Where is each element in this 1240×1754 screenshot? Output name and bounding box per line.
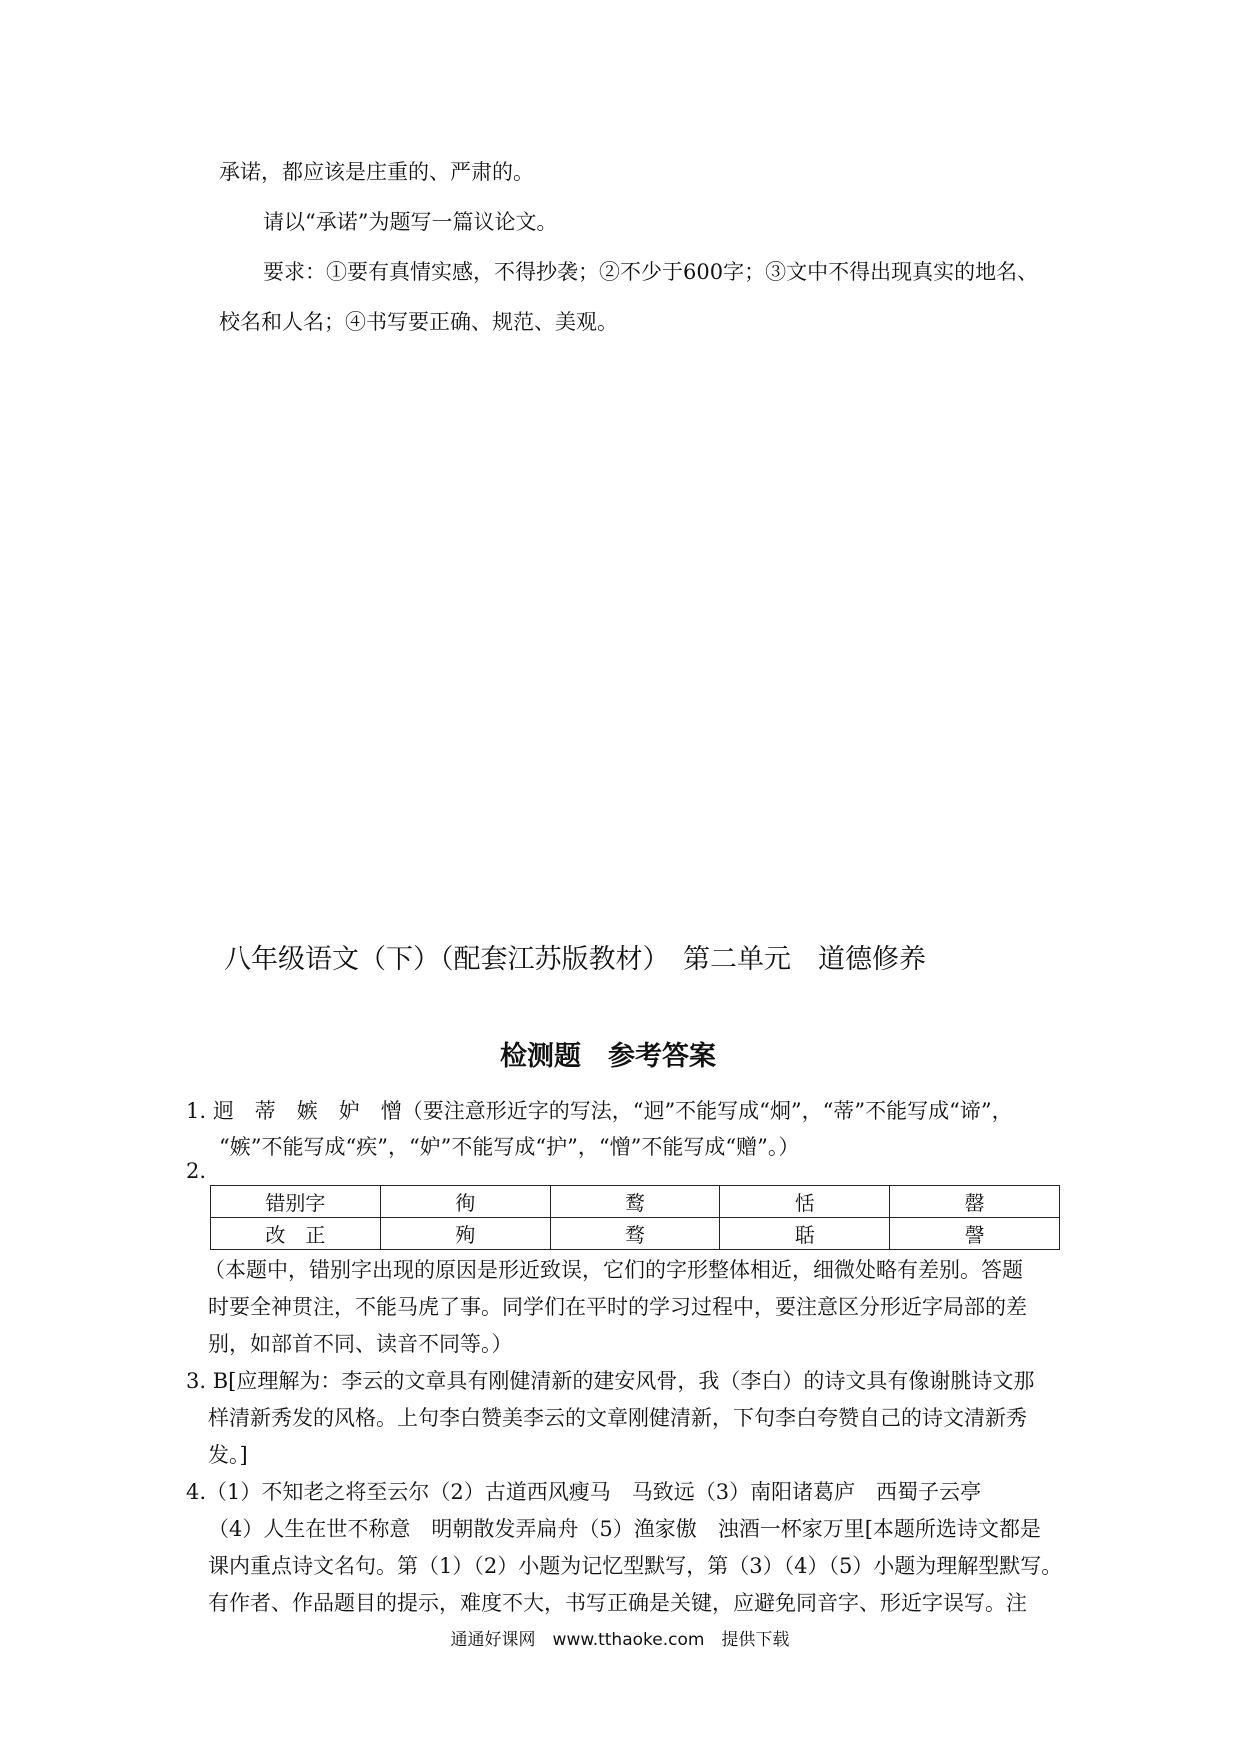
- q3-line-3: 发。]: [208, 1443, 248, 1467]
- table-cell: 改 正: [211, 1218, 381, 1250]
- q2-line-2: 时要全神贯注，不能马虎了事。同学们在平时的学习过程中，要注意区分形近字局部的差: [208, 1295, 1027, 1319]
- q3-line-1: 3. B[应理解为：李云的文章具有刚健清新的建安风骨，我（李白）的诗文具有像谢朓诗文那: [186, 1369, 1035, 1393]
- table-cell: 鹜: [550, 1186, 720, 1218]
- essay-line-3: 要求：①要有真情实感，不得抄袭；②不少于600字；③文中不得出现真实的地名、: [263, 260, 1039, 284]
- page-subtitle: 检测题 参考答案: [500, 1041, 716, 1072]
- q4-line-2: （4）人生在世不称意 明朝散发弄扁舟（5）渔家傲 浊酒一杯家万里[本题所选诗文都是: [208, 1517, 1041, 1541]
- essay-line-4: 校名和人名；④书写要正确、规范、美观。: [219, 310, 618, 334]
- q4-line-1: 4.（1）不知老之将至云尔（2）古道西风瘦马 马致远（3）南阳诸葛庐 西蜀子云亭: [186, 1480, 982, 1504]
- q4-line-4: 有作者、作品题目的提示，难度不大，书写正确是关键，应避免同音字、形近字误写。注: [208, 1591, 1027, 1615]
- q2-line-3: 别，如部首不同、读音不同等。）: [208, 1332, 513, 1356]
- table-cell: 殉: [380, 1218, 550, 1250]
- table-cell: 骛: [550, 1218, 720, 1250]
- table-cell: 徇: [380, 1186, 550, 1218]
- table-row: [211, 1218, 1060, 1250]
- table-row: [211, 1186, 1060, 1218]
- q3-line-2: 样清新秀发的风格。上句李白赞美李云的文章刚健清新，下句李白夸赞自己的诗文清新秀: [208, 1406, 1027, 1430]
- table-cell: 聒: [720, 1218, 890, 1250]
- table-cell: 罄: [890, 1186, 1060, 1218]
- table-cell: 謦: [890, 1218, 1060, 1250]
- q2-number: 2.: [186, 1159, 207, 1183]
- essay-line-2: 请以“承诺”为题写一篇议论文。: [263, 210, 558, 234]
- typo-table: [210, 1185, 1060, 1250]
- page-footer: 通通好课网 www.tthaoke.com 提供下载: [450, 1630, 790, 1650]
- q1-line-1: 1. 迥 蒂 嫉 妒 憎（要注意形近字的写法，“迥”不能写成“炯”，“蒂”不能写成“谛”，: [186, 1099, 1013, 1123]
- page-title: 八年级语文（下）（配套江苏版教材） 第二单元 道德修养: [224, 944, 926, 975]
- q4-line-3: 课内重点诗文名句。第（1）（2）小题为记忆型默写，第（3）（4）（5）小题为理解型默写。: [208, 1554, 1063, 1578]
- essay-line-1: 承诺，都应该是庄重的、严肃的。: [219, 160, 534, 184]
- table-cell: 错别字: [211, 1186, 381, 1218]
- q2-line-1: （本题中，错别字出现的原因是形近致误，它们的字形整体相近，细微处略有差别。答题: [204, 1258, 1023, 1282]
- q1-line-2: “嫉”不能写成“疾”，“妒”不能写成“护”，“憎”不能写成“赠”。）: [219, 1135, 800, 1159]
- table-cell: 恬: [720, 1186, 890, 1218]
